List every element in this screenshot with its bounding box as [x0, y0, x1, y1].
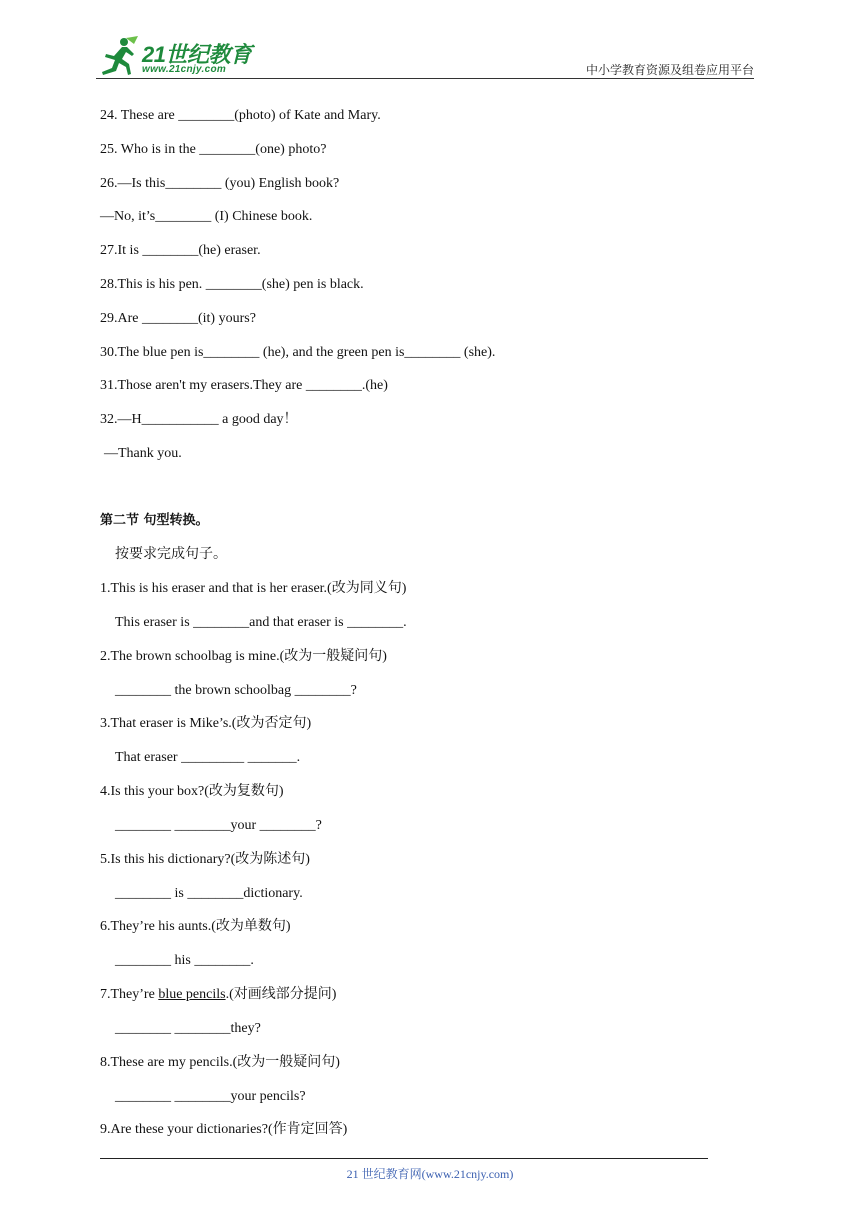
transform-3-answer: That eraser _________ _______. — [115, 750, 301, 765]
exercise-32-question: 32.—H___________ a good day！ — [100, 412, 298, 427]
transform-7-question-pre: 7.They’re — [100, 987, 159, 1002]
footer-text: 21 世纪教育网(www.21cnjy.com) — [346, 1167, 514, 1181]
logo-text: 21世纪教育 — [142, 42, 252, 67]
exercise-27: 27.It is ________(he) eraser. — [100, 243, 261, 258]
logo — [96, 36, 266, 80]
transform-8-question: 8.These are my pencils.(改为一般疑问句) — [100, 1055, 340, 1070]
transform-7-answer: ________ ________they? — [115, 1021, 261, 1036]
exercise-28: 28.This is his pen. ________(she) pen is black. — [100, 277, 364, 292]
exercise-29: 29.Are ________(it) yours? — [100, 311, 256, 326]
transform-6-question: 6.They’re his aunts.(改为单数句) — [100, 919, 291, 934]
transform-9-question: 9.Are these your dictionaries?(作肯定回答) — [100, 1122, 348, 1137]
transform-1-answer: This eraser is ________and that eraser is ________. — [115, 615, 407, 630]
transform-6-answer: ________ his ________. — [115, 953, 254, 968]
transform-1-question: 1.This is his eraser and that is her eraser.(改为同义句) — [100, 581, 407, 596]
footer-divider — [100, 1158, 708, 1159]
exercise-26-question: 26.—Is this________ (you) English book? — [100, 176, 340, 191]
transform-7-question-post: .(对画线部分提问) — [225, 987, 337, 1002]
exercise-30: 30.The blue pen is________ (he), and the green pen is________ (she). — [100, 345, 496, 360]
runner-icon — [96, 36, 140, 76]
exercise-24: 24. These are ________(photo) of Kate and Mary. — [100, 108, 381, 123]
transform-5-answer: ________ is ________dictionary. — [115, 886, 303, 901]
transform-5-question: 5.Is this his dictionary?(改为陈述句) — [100, 852, 310, 867]
exercise-26-answer: —No, it’s________ (I) Chinese book. — [100, 209, 313, 224]
underlined-phrase: blue pencils — [158, 987, 226, 1002]
section-title: 第二节 句型转换。 — [100, 513, 209, 528]
header-platform-text: 中小学教育资源及组卷应用平台 — [585, 63, 754, 77]
transform-2-answer: ________ the brown schoolbag ________? — [115, 683, 357, 698]
transform-4-question: 4.Is this your box?(改为复数句) — [100, 784, 284, 799]
transform-7-question — [100, 986, 336, 1004]
transform-8-answer: ________ ________your pencils? — [115, 1089, 306, 1104]
page-header — [0, 0, 860, 90]
exercise-32-answer: —Thank you. — [104, 446, 182, 461]
exercise-31: 31.Those aren't my erasers.They are ________.(he) — [100, 378, 388, 393]
transform-2-question: 2.The brown schoolbag is mine.(改为一般疑问句) — [100, 649, 387, 664]
transform-3-question: 3.That eraser is Mike’s.(改为否定句) — [100, 716, 312, 731]
section-instruction: 按要求完成句子。 — [115, 547, 227, 562]
exercise-25: 25. Who is in the ________(one) photo? — [100, 142, 327, 157]
transform-4-answer: ________ ________your ________? — [115, 818, 322, 833]
logo-url: www.21cnjy.com — [142, 64, 227, 75]
header-divider — [96, 78, 754, 79]
